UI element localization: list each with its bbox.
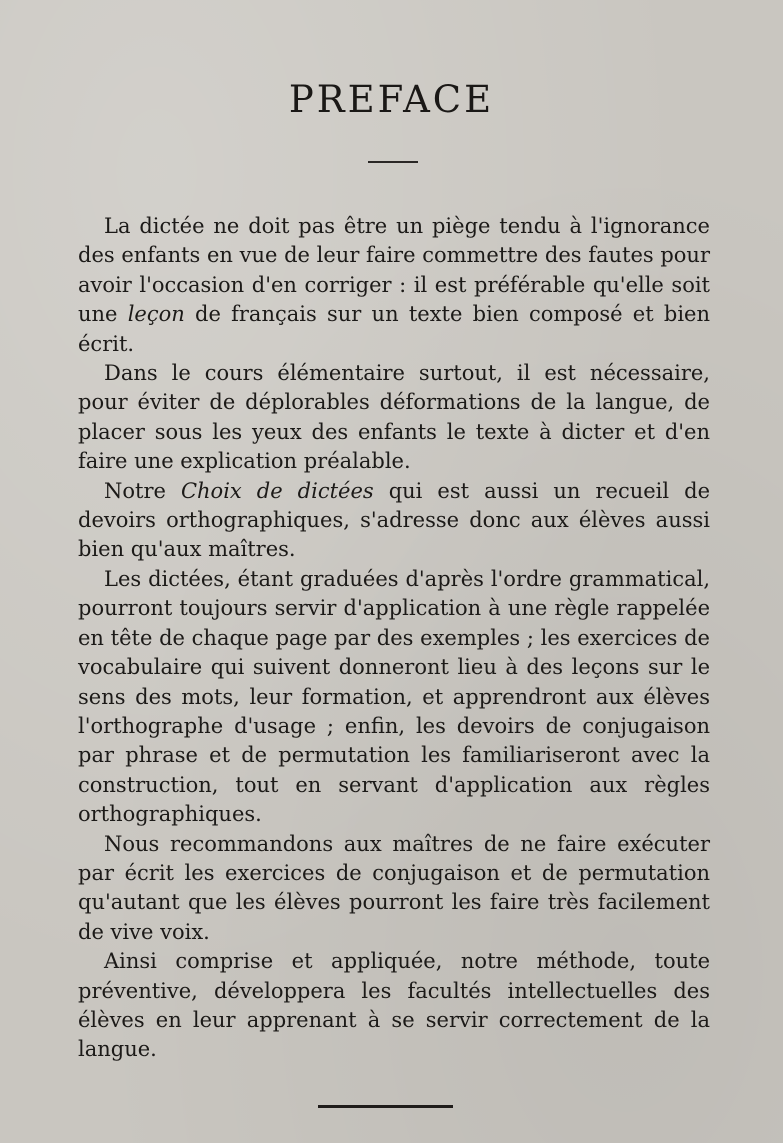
text-run: Dans le cours élémentaire surtout, il est nécessaire, pour éviter de déplorables déformations de la langue, de placer sous les yeux des enfants le texte à dicter et d'en faire une explication préalable. [78, 361, 710, 474]
text-run: qui est aussi un recueil de devoirs orthographiques, s'adresse donc aux élèves aussi bien qu'aux maîtres. [78, 478, 710, 562]
paragraph [78, 830, 710, 948]
text-run: Notre [104, 478, 181, 503]
text-run: La dictée ne doit pas être un piège tendu à l'ignorance des enfants en vue de leur faire commettre des fautes pour avoir l'occasion d'en corriger : il est préférable qu'elle soit une [78, 214, 710, 327]
paragraph [78, 565, 710, 830]
paragraph [78, 477, 710, 565]
paragraph [78, 359, 710, 477]
text-run: Les dictées, étant graduées d'après l'ordre grammatical, pourront toujours servir d'application à une règle rappelée en tête de chaque page par des exemples ; les exercices de vocabulaire qui suivent donneront lieu à des leçons sur le sens des mots, leur formation, et apprendront aux élèves l'orthographe d'usage ; enfin, les devoirs de conjugaison par phrase et de permutation les familiariseront avec la construction, tout en servant d'application aux règles orthographiques. [78, 566, 710, 827]
italic-text-run: leçon [127, 302, 185, 327]
text-run: de français sur un texte bien composé et bien écrit. [78, 302, 711, 356]
text-run: Ainsi comprise et appliquée, notre méthode, toute préventive, développera les facultés intellectuelles des élèves en leur apprenant à se servir correctement de la langue. [78, 949, 710, 1062]
italic-text-run: Choix de dictées [180, 478, 374, 503]
text-run: Nous recommandons aux maîtres de ne faire exécuter par écrit les exercices de conjugaison et de permutation qu'autant que les élèves pourront les faire très facilement de vive voix. [78, 831, 710, 944]
paragraph [78, 212, 710, 359]
paragraph [78, 947, 710, 1065]
title-divider [368, 161, 418, 163]
preface-body [78, 212, 710, 1065]
closing-divider [318, 1105, 453, 1108]
page-title: PREFACE [288, 78, 495, 121]
